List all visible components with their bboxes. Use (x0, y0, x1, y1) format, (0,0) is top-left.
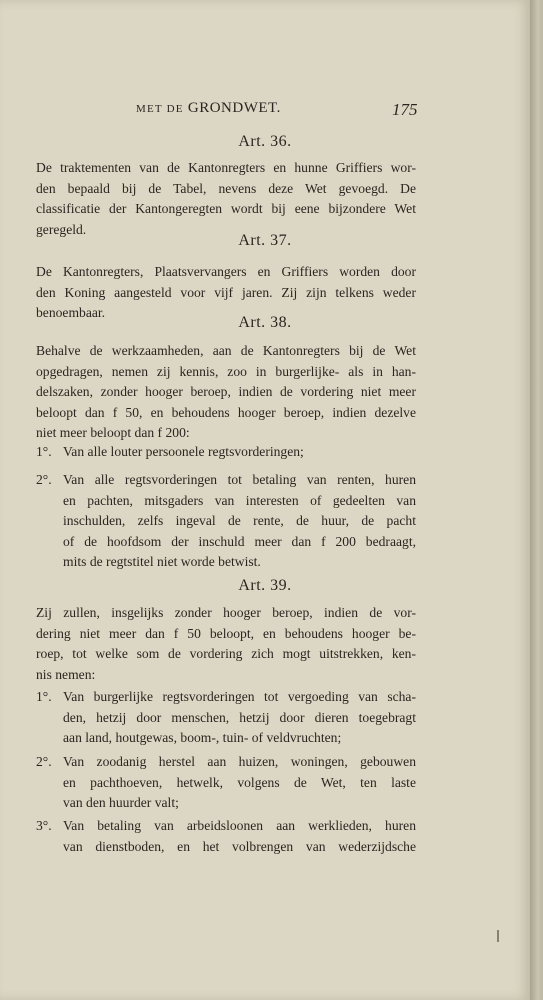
text-line: en pachthoeven, hetwelk, volgens de Wet, ten laste (63, 774, 416, 790)
text-line: geregeld. (36, 221, 87, 237)
article-heading-37: Art. 37. (238, 232, 292, 249)
item-number: 2°. (36, 754, 52, 769)
article-paragraph-39 (36, 603, 416, 685)
running-head (136, 100, 436, 117)
article-heading-39: Art. 39. (238, 577, 292, 594)
text-line: benoembaar. (36, 305, 106, 321)
item-number: 1°. (36, 444, 52, 459)
text-line: of de hoofdsom der inschuld meer dan f 200 bedraagt, (63, 533, 416, 549)
text-line: classificatie der Kantongeregten wordt bij eene bijzondere Wet (36, 201, 416, 217)
text-line: den Koning aangesteld voor vijf jaren. Zij zijn telkens weder (36, 284, 416, 300)
text-line: De traktementen van de Kantonregters en hunne Griffiers wor- (36, 160, 416, 175)
text-line: De Kantonregters, Plaatsvervangers en Griffiers worden door (36, 264, 416, 279)
text-line: Van burgerlijke regtsvorderingen tot vergoeding van scha- (63, 689, 416, 704)
text-line: Behalve de werkzaamheden, aan de Kantonregters bij de Wet (36, 343, 416, 358)
text-line: Van alle regtsvorderingen tot betaling van renten, huren (63, 472, 416, 487)
item-number: 1°. (36, 689, 52, 704)
text-line: van den huurder valt; (63, 795, 179, 811)
text-line: Van zoodanig herstel aan huizen, woningen, gebouwen (63, 754, 416, 769)
text-line: Van alle louter persoonele regtsvorderingen; (63, 444, 304, 459)
paper-speck (497, 930, 499, 942)
text-line: dering niet meer dan f 50 beloopt, en behoudens hooger be- (36, 625, 416, 641)
page-number: 175 (392, 100, 418, 119)
text-line: van dienstboden, en het volbrengen van wederzijdsche (63, 838, 416, 854)
text-line: mits de regtstitel niet worde betwist. (63, 554, 261, 570)
page-edge (530, 0, 543, 1000)
article-paragraph-38 (36, 341, 416, 444)
item-number: 2°. (36, 472, 52, 487)
text-line: nis nemen: (36, 666, 96, 682)
text-line: opgedragen, nemen zij kennis, zoo in burgerlijke- als in han- (36, 363, 416, 379)
text-line: inschulden, zelfs ingeval de rente, de huur, de pacht (63, 513, 416, 529)
text-line: den, hetzij door menschen, hetzij door dieren toegebragt (63, 709, 416, 725)
running-head-small: MET DE (136, 103, 184, 115)
text-line: delszaken, zonder hooger beroep, indien de vordering niet meer (36, 384, 416, 400)
article-heading-36: Art. 36. (238, 133, 292, 150)
text-line: aan land, houtgewas, boom-, tuin- of veldvruchten; (63, 730, 342, 746)
text-line: beloopt dan f 50, en behoudens hooger beroep, indien dezelve (36, 404, 416, 420)
article-heading-38: Art. 38. (238, 314, 292, 331)
running-head-large: GRONDWET. (187, 100, 281, 116)
article-paragraph-36 (36, 158, 416, 240)
text-line: Van betaling van arbeidsloonen aan werklieden, huren (63, 818, 416, 833)
item-number: 3°. (36, 818, 52, 833)
text-line: en pachten, mitsgaders van interesten of gedeelten van (63, 492, 416, 508)
text-line: den bepaald bij de Tabel, nevens deze Wet gevoegd. De (36, 180, 416, 196)
text-line: niet meer beloopt dan f 200: (36, 425, 190, 441)
text-line: roep, tot welke som de vordering zich mogt uitstrekken, ken- (36, 646, 416, 662)
text-line: Zij zullen, insgelijks zonder hooger beroep, indien de vor- (36, 605, 416, 620)
